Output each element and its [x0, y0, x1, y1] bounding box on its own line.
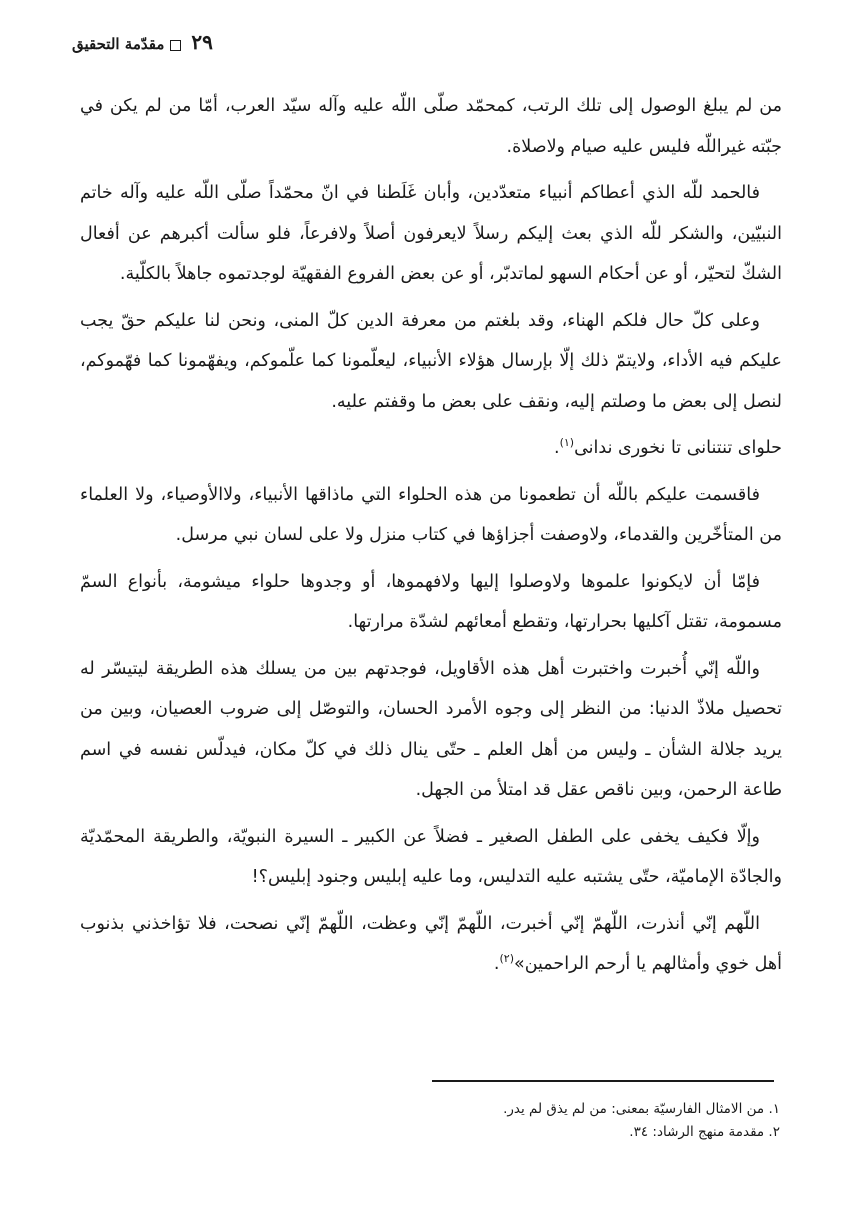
- persian-verse-line: [80, 428, 782, 469]
- closing-paragraph: [80, 904, 782, 985]
- paragraph: فالحمد للّه الذي أعطاكم أنبياء متعدّدين، وأبان غَلَطنا في انّ محمّداً صلّى اللّه عليه وآله خاتم النبيّين، والشكر للّه الذي بعث إليكم رسلاً لايعرفون أصلاً ولافرعاً، فلو سألت أكبرهم عن أفعال الشكّ لتحيّر، أو عن أحكام السهو لماتدبّر، أو عن بعض الفروع الفقهيّة لوجدتموه جاهلاً بالكلّية.: [80, 183, 782, 284]
- page-number: ٢٩: [191, 30, 213, 54]
- footnotes: [80, 1098, 780, 1144]
- paragraph: من لم يبلغ الوصول إلى تلك الرتب، كمحمّد صلّى اللّه عليه وآله سيّد العرب، أمّا من لم يكن في جبّته غيراللّه فليس عليه صيام ولاصلاة.: [80, 96, 782, 157]
- footnote-mark: (١): [559, 436, 575, 450]
- closing-text: اللّهم إنّي أنذرت، اللّهمّ إنّي أخبرت، اللّهمّ إنّي وعظت، اللّهمّ إنّي نصحت، فلا تؤاخذني بذنوب أهل خوي وأمثالهم يا أرحم الراحمين»: [80, 913, 782, 974]
- verse-text: حلواى تنتنانى تا نخورى ندانى: [574, 438, 782, 458]
- footnote: ٢. مقدمة منهج الرشاد: ٣٤.: [629, 1124, 780, 1140]
- footnote-divider: [432, 1080, 774, 1082]
- verse-end: .: [554, 438, 560, 458]
- paragraph: فاقسمت عليكم باللّه أن تطعمونا من هذه الحلواء التي ماذاقها الأنبياء، ولاالأوصياء، ولا العلماء من المتأخّرين والقدماء، ولاوصفت أجزاؤها في كتاب منزل ولا على لسان نبي مرسل.: [80, 484, 782, 545]
- running-header: [72, 30, 213, 54]
- paragraph: فإمّا أن لايكونوا علموها ولاوصلوا إليها ولافهموها، أو وجدوها حلواء ميشومة، بأنواع السمّ مسمومة، تقتل آكليها بحرارتها، وتقطع أمعائهم لشدّة مرارتها.: [80, 571, 782, 632]
- paragraph: وعلى كلّ حال فلكم الهناء، وقد بلغتم من معرفة الدين كلّ المنى، ونحن لنا عليكم حقّ يجب عليكم فيه الأداء، ولايتمّ ذلك إلّا بإرسال هؤلاء الأنبياء، ليعلّمونا كما علّموكم، ويفهّمونا كما فهّموكم، لنصل إلى بعض ما وصلتم إليه، ونقف على بعض ما وقفتم عليه.: [80, 310, 782, 412]
- running-title: مقدّمة التحقيق: [72, 35, 165, 53]
- closing-end: .: [493, 954, 500, 974]
- paragraph: وإلّا فكيف يخفى على الطفل الصغير ـ فضلاً عن الكبير ـ السيرة النبويّة، والطريقة المحمّديّة والجادّة الإماميّة، حتّى يشتبه عليه التدليس، وما عليه إبليس وجنود إبليس؟!: [80, 826, 782, 887]
- paragraph: واللّه إنّي أُخبرت واختبرت أهل هذه الأقاويل، فوجدتهم بين من يسلك هذه الطريقة ليتيسّر له تحصيل ملاذّ الدنيا: من النظر إلى وجوه الأمرد الحسان، والتوصّل إلى ضروب العصيان، وبين من يريد جلالة الشأن ـ وليس من أهل العلم ـ حتّى ينال ذلك في كلّ مكان، فيدلّس نفسه في اسم طاعة الرحمن، وبين ناقص عقل قد امتلأ من الجهل.: [80, 658, 782, 800]
- footnote: ١. من الامثال الفارسيّة بمعنى: من لم يذق لم يدر.: [503, 1101, 780, 1117]
- body-text: [80, 86, 782, 991]
- header-separator-square-icon: [170, 40, 181, 51]
- footnote-mark: (٢): [499, 952, 514, 966]
